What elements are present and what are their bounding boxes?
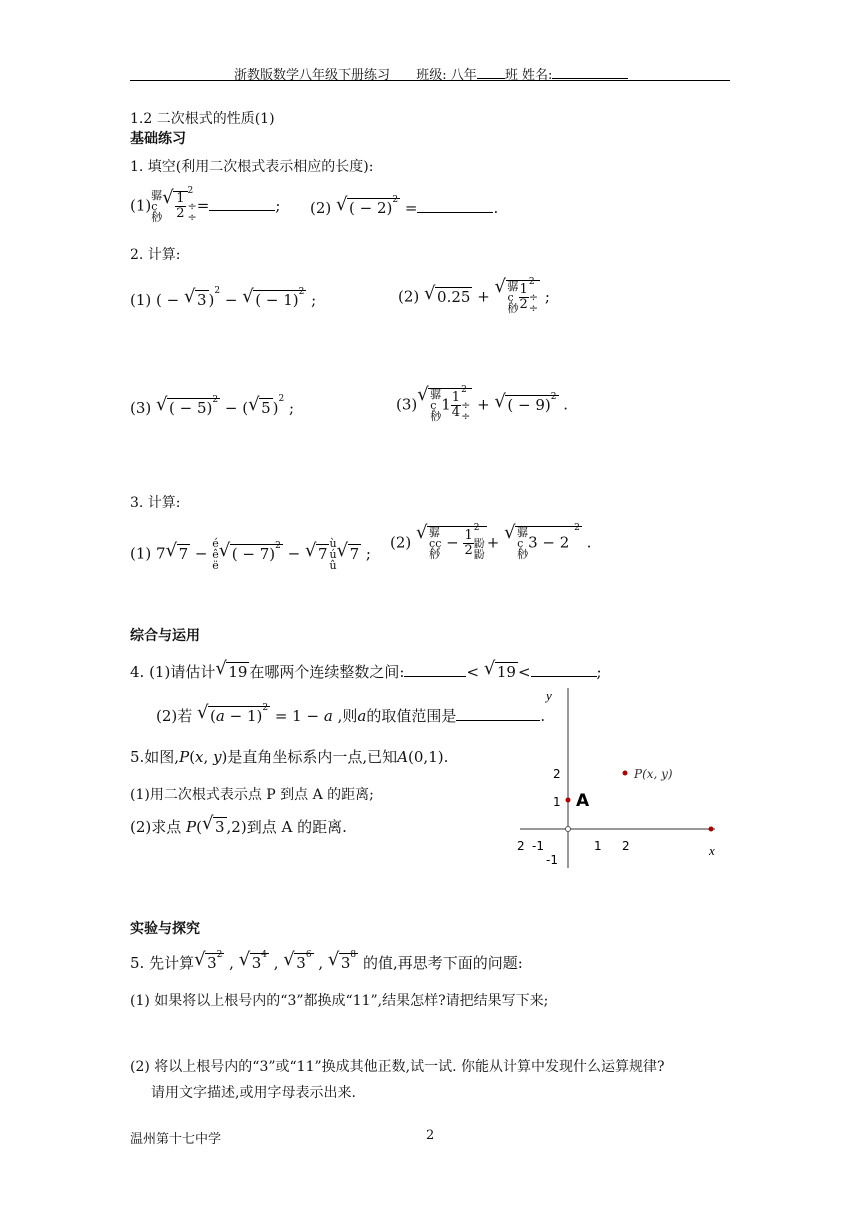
- header-class-label: 班级: 八年: [416, 68, 477, 83]
- q1-part2: (2) √ ( − 2)$^2$ = .: [310, 194, 499, 217]
- class-blank[interactable]: [477, 64, 505, 79]
- point-a-dot: [566, 798, 571, 803]
- q6-part2-line2: 请用文字描述,或用字母表示出来.: [151, 1085, 356, 1101]
- y-axis-label: y: [546, 688, 552, 703]
- origin-dot: [566, 827, 571, 832]
- q1-part1: (1)骣 ç 桫 √ $\frac{1}{2}$ $^2$ ÷ ÷= ;: [130, 186, 281, 224]
- q4-upper-blank[interactable]: [531, 662, 597, 677]
- q5-part1: (1)用二次根式表示点 P 到点 A 的距离;: [130, 787, 374, 803]
- q1-p2-blank[interactable]: [417, 198, 493, 213]
- footer-page-number: 2: [426, 1128, 435, 1143]
- q1-p1-bracket-glyphs: 骣 ç 桫: [151, 189, 163, 224]
- q2-part4: (3) √ 骣 ç 桫1 $\frac{1}{4}$ $^2$ ÷ ÷ + √ ( − 9)$^2$ .: [396, 384, 569, 423]
- q2-part1: (1) ( − √ 3 )$^2$ − √ ( − 1)$^2$ ;: [130, 286, 317, 309]
- q3-part1: (1) 7 √ 7 − é ê ë √ ( − 7)$^2$ − √ 7ù ú û √ 7 ;: [130, 537, 371, 572]
- q1-p1-radical: √ $\frac{1}{2}$: [162, 191, 187, 221]
- q3-part2: (2) √ 骣 çç 桫 − $\frac{1}{2}$ $^2$ 鼢 鼢+ √ 骣 ç 桫3 − 2 $^2$ .: [390, 522, 592, 561]
- q6-part1: (1) 如果将以上根号内的“3”都换成“11”,结果怎样?请把结果写下来;: [130, 993, 549, 1009]
- x-tick-neg1: -1: [532, 839, 544, 853]
- point-a-label: A: [576, 791, 590, 811]
- footer-school: 温州第十七中学: [130, 1132, 222, 1147]
- x-tick-1: 1: [594, 839, 602, 853]
- q4-part2: (2)若 √ $(a - 1)^2 = 1 - a$ ,则a的取值范围是 .: [156, 702, 546, 725]
- q1-p1-exp-glyphs: $^2$ ÷ ÷: [187, 186, 197, 224]
- q1-stem: 1. 填空(利用二次根式表示相应的长度):: [130, 159, 374, 175]
- q1-p1-blank[interactable]: [209, 196, 275, 211]
- x-axis-label: x: [709, 843, 715, 858]
- lesson-title: 1.2 二次根式的性质(1): [130, 111, 275, 127]
- header-rule: [130, 80, 730, 81]
- header-title: 浙教版数学八年级下册练习: [234, 68, 391, 83]
- q5-intro: 5.如图,P(x, y)是直角坐标系内一点,已知A(0,1).: [130, 748, 449, 766]
- header-class-suffix: 班: [504, 68, 518, 83]
- y-tick-2: 2: [553, 767, 561, 781]
- x-tick-2: 2: [622, 839, 630, 853]
- q2-part3: (3) √ ( − 5)$^2$ − ( √ 5 )$^2$ ;: [130, 394, 295, 417]
- section-basic: 基础练习: [130, 131, 186, 147]
- y-tick-neg1: -1: [546, 853, 558, 867]
- q3-stem: 3. 计算:: [130, 495, 181, 511]
- name-blank[interactable]: [552, 64, 628, 79]
- q6-part2-line1: (2) 将以上根号内的“3”或“11”换成其他正数,试一试. 你能从计算中发现什么运算规律?: [130, 1059, 665, 1075]
- q5-part2: (2)求点 P( √ 3 ,2)到点 A 的距离.: [130, 813, 347, 836]
- section-comprehensive: 综合与运用: [130, 628, 200, 644]
- section-explore: 实验与探究: [130, 921, 200, 937]
- y-tick-1: 1: [553, 795, 561, 809]
- q2-part2: (2) √ 0.25 + √ 骣 ç 桫 $\frac{1}{2}$ $^2$ ÷ ÷ ;: [398, 276, 550, 315]
- q6-stem: 5. 先计算 √ $3^2$ , √ $3^4$ , √ $3^6$ , √ $3^8$ 的值,再思考下面的问题:: [130, 949, 523, 972]
- x-axis-end-dot: [709, 827, 714, 832]
- coordinate-graph: [510, 680, 740, 880]
- point-p-label: P(x, y): [634, 767, 673, 781]
- q1-p1-label: (1): [130, 196, 152, 215]
- q1-p2-radical: √ ( − 2)$^2$: [336, 194, 399, 217]
- point-p-dot: [623, 771, 628, 776]
- x-tick-neg2: 2: [517, 839, 525, 853]
- q2-stem: 2. 计算:: [130, 247, 181, 263]
- header-name-label: 姓名:: [521, 68, 553, 83]
- q4-part1: 4. (1)请估计 √ 19 在哪两个连续整数之间: < √ 19 < ;: [130, 658, 602, 681]
- q4-lower-blank[interactable]: [404, 662, 466, 677]
